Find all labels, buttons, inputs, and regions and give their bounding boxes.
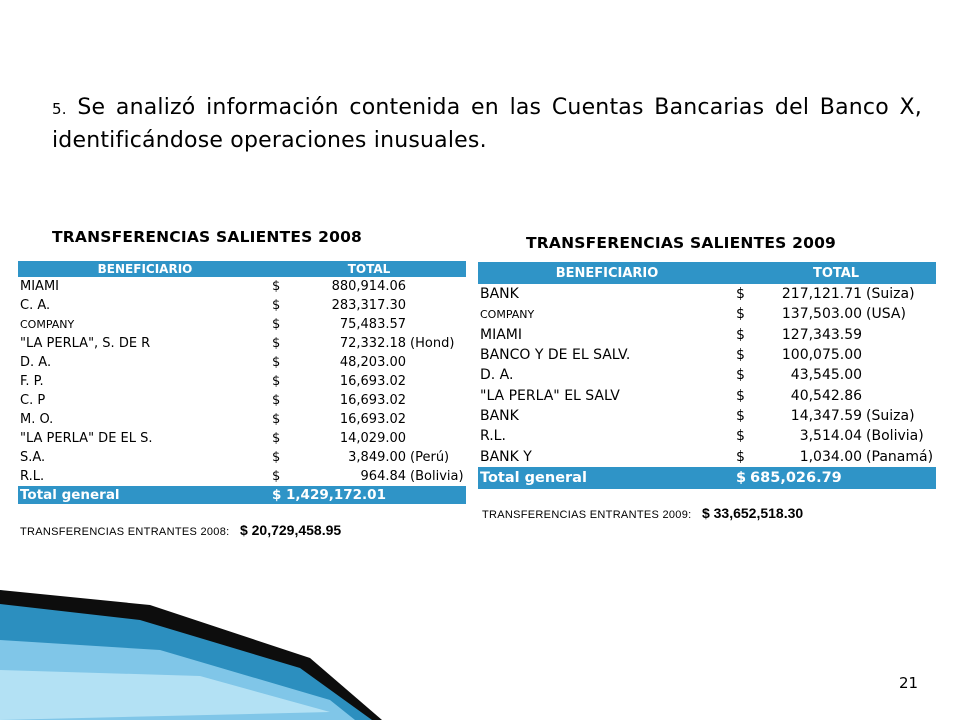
table-row (478, 406, 936, 426)
beneficiario-cell: COMPANY (20, 318, 75, 331)
total-cell (734, 406, 936, 426)
amount-value: 283,317.30 (331, 298, 407, 313)
amount-value: 137,503.00 (781, 306, 863, 323)
entrantes-2009-value: $ 33,652,518.30 (701, 505, 804, 521)
currency-symbol: $ (272, 450, 281, 465)
total-cell (270, 410, 466, 429)
currency-symbol: $ (272, 279, 281, 294)
table-row (18, 448, 466, 467)
entrantes-2008-value: $ 20,729,458.95 (239, 522, 342, 538)
total-amount: 1,429,172.01 (286, 487, 386, 503)
table-row (478, 385, 936, 405)
total-row (478, 467, 936, 489)
currency-symbol: $ (736, 407, 745, 424)
beneficiario-cell: "LA PERLA", S. DE R (20, 336, 151, 351)
currency-symbol: $ (272, 412, 281, 427)
currency-symbol: $ (272, 431, 281, 446)
table-row (18, 334, 466, 353)
table-row (18, 372, 466, 391)
country-note: (Bolivia) (410, 469, 464, 484)
beneficiario-cell: C. A. (20, 298, 51, 313)
currency-symbol: $ (272, 469, 281, 484)
table-header-row (18, 261, 466, 277)
amount-value: 1,034.00 (799, 448, 863, 465)
total-label: Total general (18, 486, 270, 504)
table-2009-title: TRANSFERENCIAS SALIENTES 2009 (526, 234, 837, 252)
total-cell (734, 365, 936, 385)
beneficiario-cell: "LA PERLA" DE EL S. (20, 431, 153, 446)
table-row (18, 315, 466, 334)
amount-value: 16,693.02 (339, 374, 407, 389)
table-row (18, 391, 466, 410)
total-cell (734, 304, 936, 324)
total-currency: $ (272, 487, 282, 503)
table-row (478, 304, 936, 324)
amount-value: 127,343.59 (781, 326, 863, 343)
amount-value: 880,914.06 (331, 279, 407, 294)
total-cell (734, 446, 936, 466)
total-row (18, 486, 466, 504)
total-amount-cell (270, 486, 466, 504)
total-amount: 685,026.79 (750, 469, 842, 486)
table-row (18, 296, 466, 315)
beneficiario-cell: BANK (480, 286, 519, 303)
currency-symbol: $ (272, 336, 281, 351)
table-row (478, 345, 936, 365)
entrantes-2008 (20, 522, 341, 540)
beneficiario-cell: MIAMI (480, 326, 522, 343)
total-cell (270, 467, 466, 486)
total-currency: $ (736, 469, 747, 486)
currency-symbol: $ (736, 286, 745, 303)
total-cell (270, 391, 466, 410)
amount-value: 16,693.02 (339, 393, 407, 408)
currency-symbol: $ (736, 428, 745, 445)
beneficiario-cell: BANK Y (480, 448, 532, 465)
currency-symbol: $ (272, 298, 281, 313)
amount-value: 217,121.71 (781, 286, 863, 303)
beneficiario-cell: BANK (480, 407, 519, 424)
beneficiario-cell: MIAMI (20, 279, 59, 294)
country-note: (Perú) (410, 450, 450, 465)
entrantes-2008-label: TRANSFERENCIAS ENTRANTES 2008: (20, 526, 230, 538)
country-note: (Panamá) (866, 448, 934, 465)
total-cell (270, 372, 466, 391)
beneficiario-cell: R.L. (480, 428, 506, 445)
beneficiario-cell: F. P. (20, 374, 44, 389)
beneficiario-cell: D. A. (480, 367, 514, 384)
currency-symbol: $ (272, 317, 281, 332)
amount-value: 100,075.00 (781, 347, 863, 364)
table-row (18, 353, 466, 372)
beneficiario-cell: C. P (20, 393, 46, 408)
currency-symbol: $ (736, 387, 745, 404)
table-row (18, 277, 466, 296)
country-note: (Hond) (410, 336, 455, 351)
amount-value: 48,203.00 (339, 355, 407, 370)
amount-value: 75,483.57 (339, 317, 407, 332)
table-row (478, 446, 936, 466)
bullet-number: 5. (52, 100, 67, 118)
amount-value: 14,029.00 (339, 431, 407, 446)
total-cell (270, 353, 466, 372)
beneficiario-cell: D. A. (20, 355, 52, 370)
total-cell (734, 284, 936, 304)
amount-value: 3,514.04 (799, 428, 863, 445)
bullet-paragraph (52, 92, 922, 156)
currency-symbol: $ (272, 393, 281, 408)
page-number: 21 (899, 674, 919, 692)
country-note: (Suiza) (866, 407, 915, 424)
table-row (18, 410, 466, 429)
amount-value: 16,693.02 (339, 412, 407, 427)
amount-value: 14,347.59 (790, 407, 863, 424)
amount-value: 40,542.86 (790, 387, 863, 404)
currency-symbol: $ (736, 326, 745, 343)
table-row (478, 365, 936, 385)
table-header-row (478, 262, 936, 284)
beneficiario-cell: COMPANY (480, 307, 535, 321)
table-row (18, 429, 466, 448)
table-row (478, 426, 936, 446)
column-header-beneficiario: BENEFICIARIO (18, 261, 270, 277)
country-note: (Suiza) (866, 286, 915, 303)
currency-symbol: $ (736, 367, 745, 384)
amount-value: 964.84 (360, 469, 407, 484)
column-header-total: TOTAL (270, 261, 466, 277)
beneficiario-cell: "LA PERLA" EL SALV (480, 387, 620, 404)
total-cell (734, 426, 936, 446)
currency-symbol: $ (736, 347, 745, 364)
total-cell (270, 334, 466, 353)
total-cell (270, 448, 466, 467)
total-cell (734, 385, 936, 405)
column-header-total: TOTAL (734, 262, 936, 284)
bullet-text: Se analizó información contenida en las Cuentas Bancarias del Banco X, identificándose operaciones inusuales. (52, 95, 922, 153)
table-2008-title: TRANSFERENCIAS SALIENTES 2008 (52, 228, 363, 246)
total-cell (270, 277, 466, 296)
country-note: (USA) (866, 306, 906, 323)
amount-value: 43,545.00 (790, 367, 863, 384)
total-label: Total general (478, 467, 734, 489)
total-cell (734, 325, 936, 345)
country-note: (Bolivia) (866, 428, 924, 445)
entrantes-2009 (482, 505, 803, 523)
beneficiario-cell: BANCO Y DE EL SALV. (480, 347, 631, 364)
beneficiario-cell: R.L. (20, 469, 45, 484)
entrantes-2009-label: TRANSFERENCIAS ENTRANTES 2009: (482, 509, 692, 521)
currency-symbol: $ (272, 374, 281, 389)
column-header-beneficiario: BENEFICIARIO (478, 262, 734, 284)
currency-symbol: $ (736, 306, 745, 323)
beneficiario-cell: M. O. (20, 412, 54, 427)
total-cell (734, 345, 936, 365)
table-row (478, 325, 936, 345)
amount-value: 3,849.00 (348, 450, 407, 465)
total-cell (270, 429, 466, 448)
table-row (18, 467, 466, 486)
table-2009 (478, 262, 936, 489)
total-cell (270, 315, 466, 334)
amount-value: 72,332.18 (339, 336, 407, 351)
currency-symbol: $ (736, 448, 745, 465)
table-2008 (18, 261, 466, 504)
beneficiario-cell: S.A. (20, 450, 46, 465)
table-row (478, 284, 936, 304)
total-amount-cell (734, 467, 936, 489)
total-cell (270, 296, 466, 315)
currency-symbol: $ (272, 355, 281, 370)
